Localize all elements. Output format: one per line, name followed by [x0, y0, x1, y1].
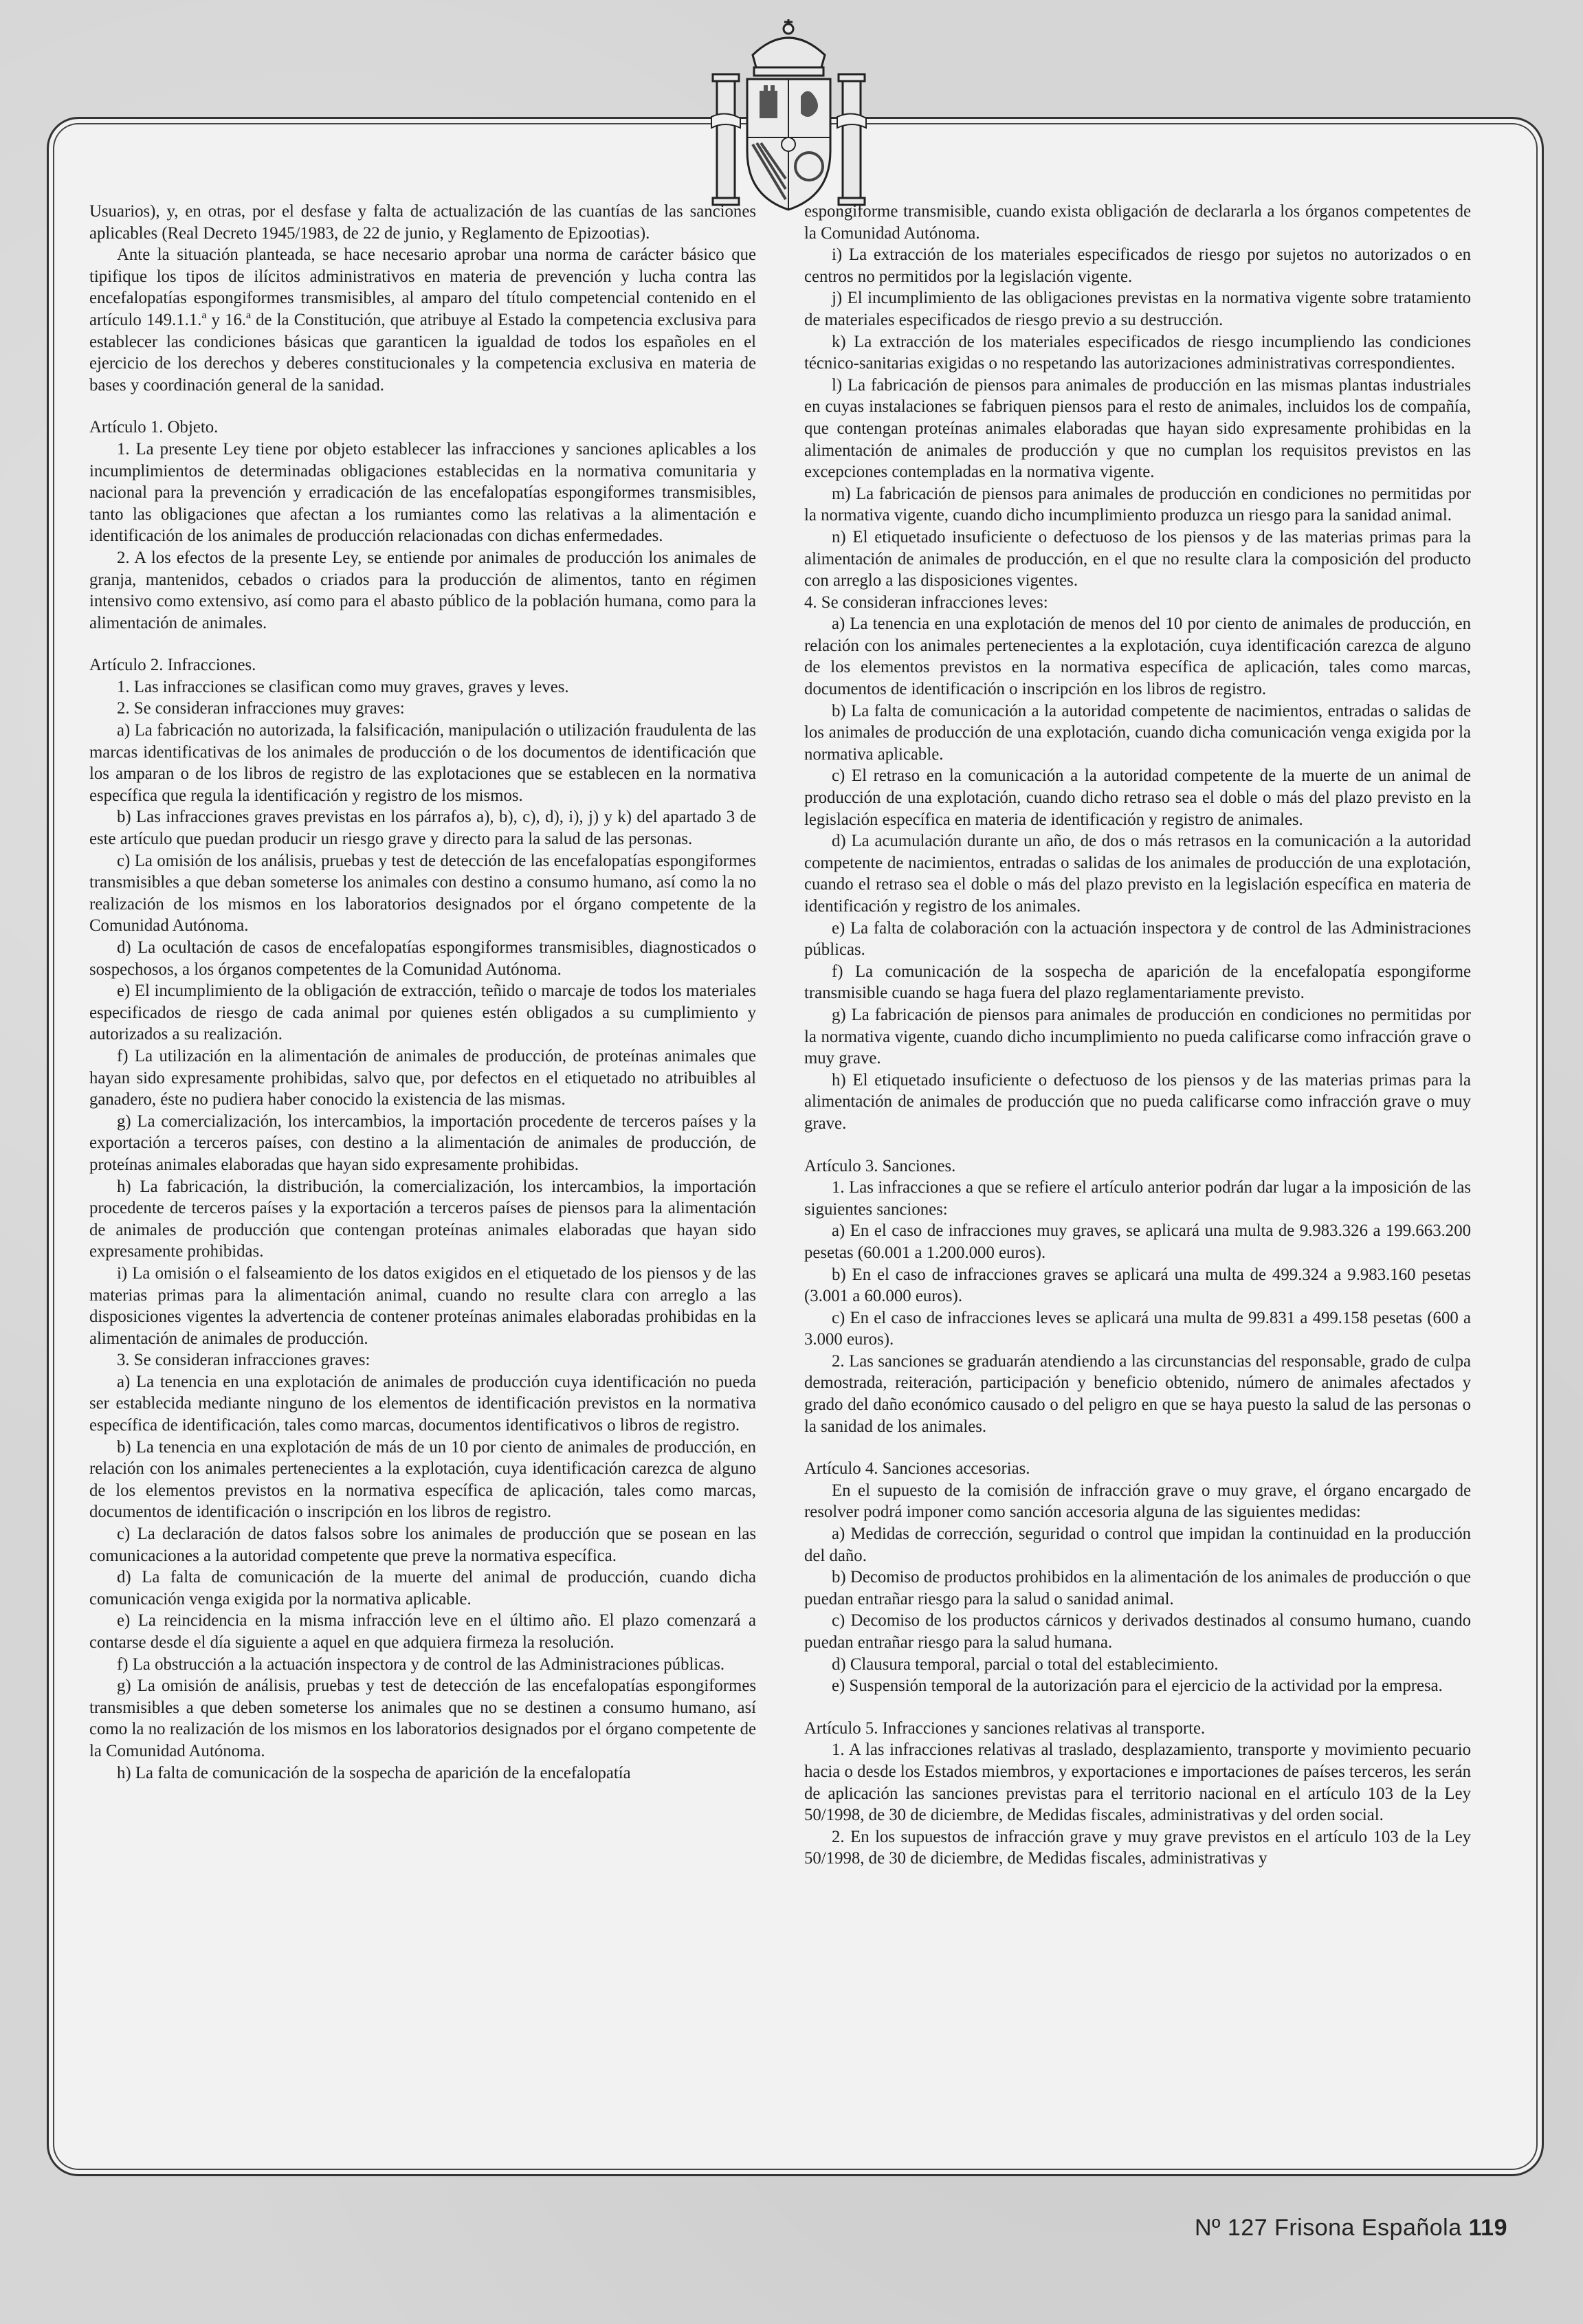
paragraph: d) La falta de comunicación de la muerte del animal de producción, cuando dicha comunicación venga exigida por la normativa aplicable. — [89, 1568, 756, 1608]
article-heading: Artículo 4. Sanciones accesorias. — [804, 1459, 1030, 1479]
paragraph: 2. En los supuestos de infracción grave y muy grave previstos en el artículo 103 de la Ley 50/1998, de 30 de diciembre, de Medidas fiscales, administrativas y — [804, 1827, 1471, 1868]
paragraph: g) La fabricación de piensos para animales de producción en condiciones no permitidas por la normativa vigente, cuando dicho incumplimiento no pueda calificarse como infracción grave o muy grave. — [804, 1005, 1471, 1068]
paragraph: f) La comunicación de la sospecha de aparición de la encefalopatía espongiforme transmisible cuando se haga fuera del plazo reglamentariamente previsto. — [804, 962, 1471, 1003]
page-footer — [1195, 2215, 1507, 2242]
paragraph: c) Decomiso de los productos cárnicos y derivados destinados al consumo humano, cuando puedan entrañar riesgo para la salud humana. — [804, 1611, 1471, 1652]
paragraph: 1. La presente Ley tiene por objeto establecer las infracciones y sanciones aplicables a los incumplimientos de determinadas obligaciones establecidas en la normativa comunitaria y nacional para la prevención y erradicación de las encefalopatías espongiformes transmisibles, tanto las obligaciones que afectan a los rumiantes como las relativas a la alimentación e identificación de los animales de producción relacionadas con dichas enfermedades. — [89, 439, 756, 546]
paragraph: 2. A los efectos de la presente Ley, se entiende por animales de producción los animales de granja, mantenidos, cebados o criados para la producción de alimentos, tanto en régimen intensivo como extensivo, así como para el abasto público de la población humana, como para la alimentación de animales. — [89, 548, 756, 632]
paragraph: 2. Las sanciones se graduarán atendiendo a las circunstancias del responsable, grado de culpa demostrada, reiteración, participación y beneficio obtenido, número de animales afectados y grado del daño económico causado o del peligro en que se haya puesto la salud de las personas o la sanidad de los animales. — [804, 1351, 1471, 1436]
article-heading: Artículo 3. Sanciones. — [804, 1156, 956, 1175]
paragraph: f) La utilización en la alimentación de animales de producción, de proteínas animales que hayan sido expresamente prohibidas, salvo que, por defectos en el etiquetado no atribuibles al ganadero, éste no pudiera haber conocido la existencia de las mismas. — [89, 1046, 756, 1109]
paragraph: h) La fabricación, la distribución, la comercialización, los intercambios, la importación procedente de terceros países y la exportación a terceros países de piensos para la alimentación de animales de producción que contengan proteínas animales elaboradas que hayan sido expresamente prohibidas. — [89, 1177, 756, 1261]
paragraph: a) En el caso de infracciones muy graves, se aplicará una multa de 9.983.326 a 199.663.200 pesetas (60.001 a 1.200.000 euros). — [804, 1221, 1471, 1262]
paragraph: a) La tenencia en una explotación de menos del 10 por ciento de animales de producción, en relación con los animales pertenecientes a la explotación, cuya identificación carezca de alguno de los elementos previstos en la normativa específica de aplicación, tales como marcas, documentos de identificación o inscripción en los libros de registro. — [804, 615, 1471, 699]
paragraph: e) El incumplimiento de la obligación de extracción, teñido o marcaje de todos los materiales especificados de riesgo de cada animal por quienes estén obligados a su cumplimiento y autorizados a su realización. — [89, 982, 756, 1044]
paragraph: d) La ocultación de casos de encefalopatías espongiformes transmisibles, diagnosticados o sospechosos, a los órganos competentes de la Comunidad Autónoma. — [89, 938, 756, 979]
paragraph: k) La extracción de los materiales especificados de riesgo incumpliendo las condiciones técnico-sanitarias exigidas o no respetando las autorizaciones administrativas correspondientes. — [804, 332, 1471, 373]
paragraph: h) La falta de comunicación de la sospecha de aparición de la encefalopatía — [117, 1763, 631, 1782]
publication-issue: Nº 127 Frisona Española — [1194, 2215, 1462, 2241]
paragraph: d) La acumulación durante un año, de dos o más retrasos en la comunicación a la autoridad competente de nacimientos, entradas o salidas de los animales de producción de una explotación, cuando el retraso sea el doble o más del plazo previsto en la legislación específica en materia de identificación y registro de los animales. — [804, 832, 1471, 916]
coat-of-arms-icon — [705, 14, 873, 220]
paragraph: Usuarios), y, en otras, por el desfase y falta de actualización de las cuantías de las sanciones aplicables (Real Decreto 1945/1983, de 22 de junio, y Reglamento de Epizootias). — [89, 202, 756, 243]
paragraph: 3. Se consideran infracciones graves: — [117, 1351, 370, 1370]
paragraph: c) La omisión de los análisis, pruebas y test de detección de las encefalopatías espongiformes transmisibles a que deban someterse los animales con destino a consumo humano, así como la no realización de los mismos en los laboratorios designados por el órgano competente de la Comunidad Autónoma. — [89, 851, 756, 936]
paragraph: a) La tenencia en una explotación de animales de producción cuya identificación no pueda ser establecida mediante ninguno de los elementos de identificación previstos en la normativa específica de identificación, tales como marcas, documentos identificativos o libros de registro. — [89, 1372, 756, 1435]
paragraph: e) La falta de colaboración con la actuación inspectora y de control de las Administraciones públicas. — [804, 918, 1471, 960]
paragraph: c) La declaración de datos falsos sobre los animales de producción que se posean en las comunicaciones a la autoridad competente que preve la normativa específica. — [89, 1525, 756, 1565]
paragraph: g) La comercialización, los intercambios, la importación procedente de terceros países y la exportación a terceros países, con destino a la alimentación de animales de producción, de proteínas animales elaboradas que hayan sido expresamente prohibidas. — [89, 1111, 756, 1174]
right-column — [804, 201, 1471, 2125]
article-heading: Artículo 5. Infracciones y sanciones relativas al transporte. — [804, 1718, 1206, 1738]
paragraph: b) En el caso de infracciones graves se aplicará una multa de 499.324 a 9.983.160 pesetas (3.001 a 60.000 euros). — [804, 1265, 1471, 1306]
paragraph: b) La falta de comunicación a la autoridad competente de nacimientos, entradas o salidas de los animales de producción de una explotación, cuando dicha comunicación venga exigida por la normativa aplicable. — [804, 701, 1471, 764]
paragraph: b) La tenencia en una explotación de más de un 10 por ciento de animales de producción, en relación con los animales pertenecientes a la explotación, cuya identificación carezca de alguno de los elementos previstos en la normativa específica de aplicación, tales como marcas, documentos de identificación o inscripción en los libros de registro. — [89, 1437, 756, 1522]
paragraph: i) La omisión o el falseamiento de los datos exigidos en el etiquetado de los piensos y de las materias primas para la alimentación animal, cuando no resulte clara con arreglo a las disposiciones vigentes la advertencia de contener proteínas animales elaboradas prohibidas en la alimentación de animales de producción. — [89, 1263, 756, 1348]
paragraph: espongiforme transmisible, cuando exista obligación de declararla a los órganos competentes de la Comunidad Autónoma. — [804, 202, 1471, 243]
paragraph: l) La fabricación de piensos para animales de producción en las mismas plantas industriales en cuyas instalaciones se fabriquen piensos para el resto de animales, incluidos los de compañía, que contengan proteínas animales elaboradas que hayan sido expresamente prohibidas en la alimentación de animales de producción y que no cumplan los requisitos previstos en las excepciones contempladas en la normativa vigente. — [804, 375, 1471, 482]
paragraph: e) Suspensión temporal de la autorización para el ejercicio de la actividad por la empresa. — [832, 1676, 1443, 1696]
paragraph: En el supuesto de la comisión de infracción grave o muy grave, el órgano encargado de resolver podrá imponer como sanción accesoria alguna de las siguientes medidas: — [804, 1481, 1471, 1522]
paragraph: 1. Las infracciones a que se refiere el artículo anterior podrán dar lugar a la imposición de las siguientes sanciones: — [804, 1178, 1471, 1219]
article-heading: Artículo 1. Objeto. — [89, 418, 219, 437]
paragraph: Ante la situación planteada, se hace necesario aprobar una norma de carácter básico que tipifique los tipos de ilícitos administrativos en materia de prevención y lucha contra las encefalopatías espongiformes transmisibles, al amparo del título competencial contenido en el artículo 149.1.1.ª y 16.ª de la Constitución, que atribuye al Estado la competencia exclusiva para establecer las condiciones básicas que garanticen la igualdad de todos los españoles en el ejercicio de los derechos y deberes constitucionales y la competencia exclusiva en materia de bases y coordinación general de la sanidad. — [89, 245, 756, 395]
paragraph: f) La obstrucción a la actuación inspectora y de control de las Administraciones públicas. — [117, 1655, 725, 1674]
paragraph: g) La omisión de análisis, pruebas y test de detección de las encefalopatías espongiformes transmisibles a que deben someterse los animales que no se destinen a consumo humano, así como la no realización de los mismos en los laboratorios designados por el órgano competente de la Comunidad Autónoma. — [89, 1676, 756, 1760]
paragraph: j) El incumplimiento de las obligaciones previstas en la normativa vigente sobre tratamiento de materiales especificados de riesgo previo a su destrucción. — [804, 289, 1471, 329]
paragraph: m) La fabricación de piensos para animales de producción en condiciones no permitidas por la normativa vigente, cuando dicho incumplimiento produzca un riesgo para la sanidad animal. — [804, 484, 1471, 525]
paragraph: d) Clausura temporal, parcial o total del establecimiento. — [832, 1655, 1219, 1674]
article-heading: Artículo 2. Infracciones. — [89, 656, 256, 675]
paragraph: b) Las infracciones graves previstas en los párrafos a), b), c), d), i), j) y k) del apartado 3 de este artículo que puedan producir un riesgo grave y directo para la salud de las personas. — [89, 808, 756, 849]
paragraph: 1. Las infracciones se clasifican como muy graves, graves y leves. — [117, 677, 569, 696]
left-column — [89, 201, 756, 2125]
paragraph: c) El retraso en la comunicación a la autoridad competente de la muerte de un animal de producción de una explotación, cuando dicho retraso sea el doble o más del plazo previsto en la legislación específica en materia de identificación y registro de animales. — [804, 766, 1471, 829]
paragraph: e) La reincidencia en la misma infracción leve en el último año. El plazo comenzará a contarse desde el día siguiente a aquel en que adquiera firmeza la resolución. — [89, 1611, 756, 1652]
paragraph: a) La fabricación no autorizada, la falsificación, manipulación o utilización fraudulenta de las marcas identificativas de los animales de producción o de los documentos de identificación que los amparan o de los libros de registro de las explotaciones que se establecen en la normativa específica que regula la identificación y registro de los mismos. — [89, 721, 756, 805]
article-columns — [89, 201, 1498, 2125]
paragraph: 4. Se consideran infracciones leves: — [804, 593, 1048, 612]
paragraph: n) El etiquetado insuficiente o defectuoso de los piensos y de las materias primas para la alimentación de animales de producción, en el que no resulte clara la composición del producto con arreglo a las disposiciones vigentes. — [804, 527, 1471, 590]
paragraph: a) Medidas de corrección, seguridad o control que impidan la continuidad en la producción del daño. — [804, 1525, 1471, 1565]
paragraph: i) La extracción de los materiales especificados de riesgo por sujetos no autorizados o en centros no permitidos por la legislación vigente. — [804, 245, 1471, 286]
page-number: 119 — [1468, 2215, 1507, 2241]
paragraph: c) En el caso de infracciones leves se aplicará una multa de 99.831 a 499.158 pesetas (600 a 3.000 euros). — [804, 1308, 1471, 1349]
paragraph: b) Decomiso de productos prohibidos en la alimentación de los animales de producción o que puedan entrañar riesgo para la salud o sanidad animal. — [804, 1568, 1471, 1608]
paragraph: h) El etiquetado insuficiente o defectuoso de los piensos y de las materias primas para la alimentación de animales de producción que no pueda calificarse como infracción grave o muy grave. — [804, 1070, 1471, 1133]
paragraph: 1. A las infracciones relativas al traslado, desplazamiento, transporte y movimiento pecuario hacia o desde los Estados miembros, y exportaciones e importaciones de países terceros, les serán de aplicación las sanciones previstas para el territorio nacional en el artículo 103 de la Ley 50/1998, de 30 de diciembre, de Medidas fiscales, administrativas y del orden social. — [804, 1740, 1471, 1825]
paragraph: 2. Se consideran infracciones muy graves: — [117, 699, 405, 718]
